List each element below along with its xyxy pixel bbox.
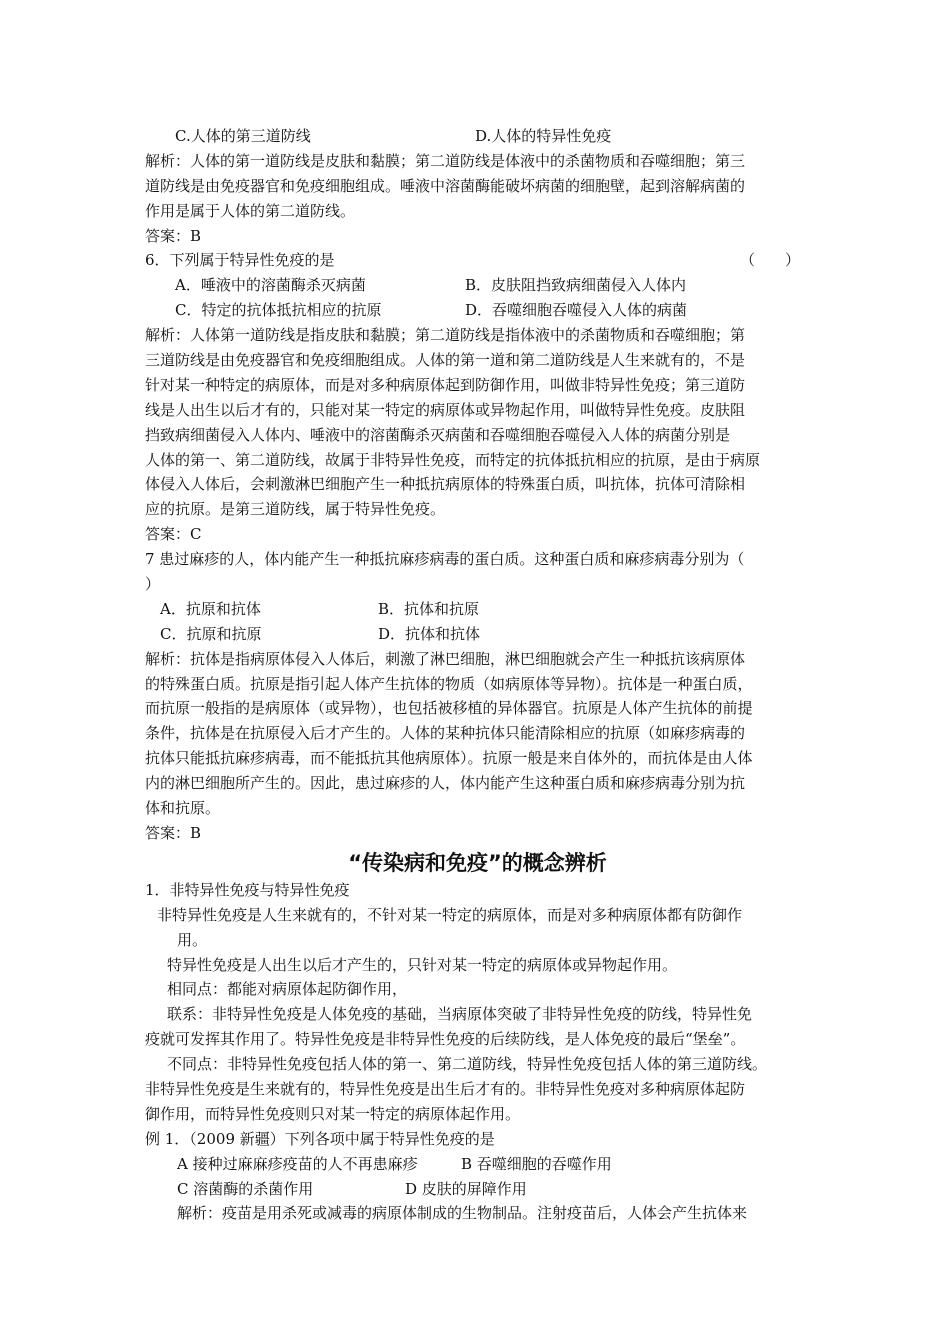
q6-analysis-line: 解析：人体第一道防线是指皮肤和黏膜；第二道防线是指体液中的杀菌物质和吞噬细胞；第 — [145, 326, 746, 345]
q6-analysis-line: 针对某一种特定的病原体，而是对多种病原体起到防御作用，叫做非特异性免疫；第三道防 — [145, 375, 746, 394]
example1-option-d: D 皮肤的屏障作用 — [405, 1179, 527, 1198]
q7-stem-line2: ） — [145, 575, 161, 594]
q5-analysis-line: 作用是属于人体的第二道防线。 — [145, 201, 356, 220]
q6-options-cd — [145, 298, 810, 323]
q6-option-c: C．特定的抗体抵抗相应的抗原 — [175, 301, 382, 320]
q6-analysis-line: 线是人出生以后才有的，只能对某一特定的病原体或异物起作用，叫做特异性免疫。皮肤阻 — [145, 400, 746, 419]
q7-analysis-line: 解析：抗体是指病原体侵入人体后，刺激了淋巴细胞，淋巴细胞就会产生一种抵抗该病原体 — [145, 649, 746, 668]
q5-options-cd — [145, 124, 810, 149]
q6-stem-text: 6．下列属于特异性免疫的是 — [145, 251, 335, 270]
q5-option-c: C.人体的第三道防线 — [175, 127, 311, 145]
q7-analysis-line: 而抗原一般指的是病原体（或异物），也包括被移植的异体器官。抗原是人体产生抗体的前提 — [145, 699, 753, 718]
q7-analysis-line: 抗体只能抵抗麻疹病毒，而不能抵抗其他病原体）。抗原一般是来自体外的，而抗体是由人体 — [145, 749, 753, 768]
q7-option-c: C．抗原和抗原 — [160, 624, 262, 643]
section1-line: 相同点：都能对病原体起防御作用， — [167, 980, 408, 999]
q5-option-d: D.人体的特异性免疫 — [475, 127, 612, 145]
example1-option-b: B 吞噬细胞的吞噬作用 — [461, 1154, 612, 1173]
q7-stem-line1: 7 患过麻疹的人，体内能产生一种抵抗麻疹病毒的蛋白质。这种蛋白质和麻疹病毒分别为（ — [145, 550, 745, 569]
q7-analysis-line: 条件，抗体是在抗原侵入后才产生的。人体的某种抗体只能清除相应的抗原（如麻疹病毒的 — [145, 724, 746, 743]
q7-options-ab — [145, 597, 810, 622]
section1-line: 联系：非特异性免疫是人体免疫的基础，当病原体突破了非特异性免疫的防线，特异性免 — [167, 1005, 753, 1024]
section1-line: 用。 — [177, 930, 208, 949]
q6-analysis-line: 应的抗原。是第三道防线，属于特异性免疫。 — [145, 500, 446, 519]
q7-analysis-line: 体和抗原。 — [145, 799, 221, 818]
document-body — [145, 124, 810, 1226]
example1-analysis: 解析：疫苗是用杀死或减毒的病原体制成的生物制品。注射疫苗后，人体会产生抗体来 — [177, 1204, 748, 1223]
section-title: “传染病和免疫”的概念辨析 — [348, 850, 607, 875]
q7-analysis-line: 的特殊蛋白质。抗原是指引起人体产生抗体的物质（如病原体等异物）。抗体是一种蛋白质， — [145, 674, 753, 693]
q5-answer: 答案：B — [145, 226, 202, 245]
q6-option-b: B．皮肤阻挡致病细菌侵入人体内 — [465, 276, 687, 295]
section1-line: 疫就可发挥其作用了。特异性免疫是非特异性免疫的后续防线，是人体免疫的最后“堡垒”。 — [145, 1030, 746, 1049]
section1-line: 不同点：非特异性免疫包括人体的第一、第二道防线，特异性免疫包括人体的第三道防线。 — [167, 1055, 768, 1074]
q6-option-a: A．唾液中的溶菌酶杀灭病菌 — [175, 276, 366, 295]
q6-answer: 答案：C — [145, 525, 202, 544]
q7-option-b: B．抗体和抗原 — [378, 599, 480, 618]
q6-analysis-line: 人体的第一、第二道防线，故属于非特异性免疫，而特定的抗体抵抗相应的抗原，是由于病原 — [145, 450, 761, 469]
section1-line: 非特异性免疫是人生来就有的，不针对某一特定的病原体，而是对多种病原体都有防御作 — [157, 905, 743, 924]
example1-option-a: A 接种过麻麻疹疫苗的人不再患麻疹 — [177, 1154, 418, 1173]
q6-option-d: D．吞噬细胞吞噬侵入人体的病菌 — [465, 301, 688, 320]
section1-heading: 1．非特异性免疫与特异性免疫 — [145, 880, 350, 899]
example1-option-c: C 溶菌酶的杀菌作用 — [177, 1179, 314, 1198]
q7-analysis-line: 内的淋巴细胞所产生的。因此，患过麻疹的人，体内能产生这种蛋白质和麻疹病毒分别为抗 — [145, 774, 746, 793]
section1-line: 非特异性免疫是生来就有的，特异性免疫是出生后才有的。非特异性免疫对多种病原体起防 — [145, 1079, 746, 1098]
example1-stem: 例 1．（2009 新疆）下列各项中属于特异性免疫的是 — [145, 1129, 495, 1148]
q7-option-d: D．抗体和抗体 — [378, 624, 481, 643]
q7-options-cd — [145, 622, 810, 647]
q6-analysis-line: 挡致病细菌侵入人体内、唾液中的溶菌酶杀灭病菌和吞噬细胞吞噬侵入人体的病菌分别是 — [145, 425, 731, 444]
q6-analysis-line: 体侵入人体后，会刺激淋巴细胞产生一种抵抗病原体的特殊蛋白质，叫抗体，抗体可清除相 — [145, 475, 746, 494]
q7-option-a: A．抗原和抗体 — [160, 599, 261, 618]
q6-options-ab — [145, 273, 810, 298]
q5-analysis-line: 解析：人体的第一道防线是皮肤和黏膜；第二道防线是体液中的杀菌物质和吞噬细胞；第三 — [145, 151, 746, 170]
example1-options-cd — [145, 1177, 810, 1202]
q6-answer-blank: （ ） — [739, 251, 800, 270]
section1-line: 御作用，而特异性免疫则只对某一特定的病原体起作用。 — [145, 1104, 521, 1123]
q6-analysis-line: 三道防线是由免疫器官和免疫细胞组成。人体的第一道和第二道防线是人生来就有的，不是 — [145, 351, 746, 370]
section1-line: 特异性免疫是人出生以后才产生的，只针对某一特定的病原体或异物起作用。 — [167, 955, 678, 974]
q7-answer: 答案：B — [145, 823, 202, 842]
q6-stem — [145, 248, 810, 273]
q5-analysis-line: 道防线是由免疫器官和免疫细胞组成。唾液中溶菌酶能破坏病菌的细胞壁，起到溶解病菌的 — [145, 176, 746, 195]
example1-options-ab — [145, 1152, 810, 1177]
